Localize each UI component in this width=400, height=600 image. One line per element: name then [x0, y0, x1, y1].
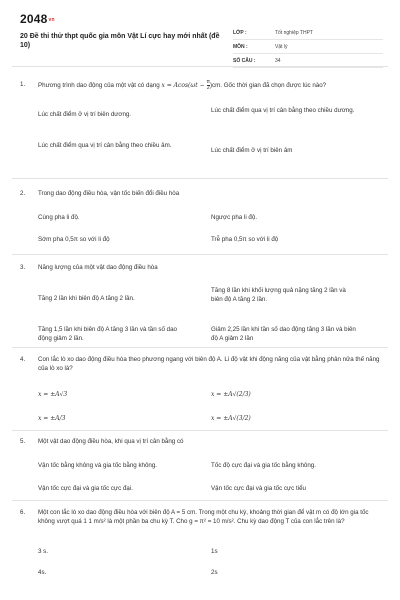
divider: [12, 500, 388, 501]
divider: [12, 66, 388, 67]
answer-option[interactable]: 2s: [211, 569, 218, 576]
answer-option[interactable]: 4s.: [38, 569, 47, 576]
answer-option[interactable]: Vận tốc cực đại và gia tốc cực đại.: [38, 485, 133, 492]
exam-header: [20, 12, 382, 64]
answer-option[interactable]: Cùng pha li độ.: [38, 214, 80, 221]
answer-option[interactable]: Vận tốc bằng không và gia tốc bằng không.: [38, 462, 158, 469]
divider: [12, 347, 388, 348]
answer-option[interactable]: Tăng 1,5 lần khi biên độ A tăng 3 lần và tần số dao động giảm 2 lần.: [38, 326, 177, 342]
answer-option[interactable]: 3 s.: [38, 548, 48, 555]
answer-option[interactable]: x = ±A√(3/2): [211, 415, 251, 422]
question-4: 4. Con lắc lò xo dao động điều hòa theo phương ngang với biên độ A. Li độ vật khi động năng của vật bằng phân nửa thế năng của lò xo là? x = ±A√3 x = ±A√(2/3) x = ±A/3 x = ±A√(3/2): [20, 355, 382, 436]
answer-option[interactable]: Tăng 8 lần khi khối lượng quả nặng tăng 2 lần và biên độ A tăng 2 lần.: [211, 287, 346, 303]
meta-row-class: LỚP : Tốt nghiệp THPT: [233, 26, 383, 40]
answer-option[interactable]: x = ±A/3: [38, 415, 66, 422]
meta-row-count: SỐ CÂU : 34: [233, 54, 383, 68]
divider: [12, 430, 388, 431]
question-text: Năng lượng của một vật dao động điều hòa: [38, 264, 158, 271]
answer-option[interactable]: Vận tốc cực đại và gia tốc cực tiểu: [211, 485, 306, 492]
answer-option[interactable]: Lúc chất điểm ở vị trí biên âm: [211, 147, 293, 154]
answer-option[interactable]: Lúc chất điểm qua vị trí cân bằng theo chiều dương.: [211, 107, 355, 114]
answer-option[interactable]: Giảm 2,25 lần khi tần số dao động tăng 3 lần và biên độ A giảm 2 lần: [211, 326, 356, 342]
meta-row-subject: MÔN : Vật lý: [233, 40, 383, 54]
answer-option[interactable]: Tăng 2 lần khi biên độ A tăng 2 lần.: [38, 295, 135, 302]
answer-option[interactable]: Ngược pha li độ.: [211, 214, 258, 221]
question-6: 6. Một con lắc lò xo dao động điều hòa với biên độ A = 5 cm. Trong một chu kỳ, khoảng thời gian để vật m có độ lớn gia tốc không vượt quá 1 1 m/s² là một phần ba chu kỳ T. Cho g = π² = 10 m/s². Chu kỳ dao động T của con lắc trên là? 3 s. 1s 4s. 2s: [20, 508, 382, 587]
question-2: 2. Trong dao động điều hòa, vận tốc biến đổi điều hòa Cùng pha li độ. Ngược pha li độ. Sớm pha 0,5π so với li độ Trễ pha 0,5π so với li độ: [20, 189, 382, 249]
divider: [12, 254, 388, 255]
question-text: Một con lắc lò xo dao động điều hòa với biên độ A = 5 cm. Trong một chu kỳ, khoảng thời gian để vật m có độ lớn gia tốc không vượt quá 1 1 m/s² là một phần ba chu kỳ T. Cho g = π² = 10 m/s². Chu kỳ dao động T của con lắc trên là?: [38, 509, 369, 525]
answer-option[interactable]: x = ±A√3: [38, 391, 68, 398]
answer-option[interactable]: Lúc chất điểm ở vị trí biên dương.: [38, 111, 132, 118]
answer-option[interactable]: x = ±A√(2/3): [211, 391, 251, 398]
exam-meta: [233, 26, 383, 68]
question-text: Trong dao động điều hòa, vận tốc biến đổi điều hòa: [38, 190, 180, 197]
question-text: Con lắc lò xo dao động điều hòa theo phương ngang với biên độ A. Li độ vật khi động năng của vật bằng phân nửa thế năng của lò xo là?: [38, 356, 380, 372]
answer-option[interactable]: Lúc chất điểm qua vị trí cân bằng theo chiều âm.: [38, 142, 172, 149]
question-text: Phương trình dao động của một vật có dạng x = Acos(ωt − $\frac{\pi}{2}$ )cm. Gốc thời gian đã chọn được lúc nào?: [38, 79, 327, 91]
exam-title: 20 Đề thi thử thpt quốc gia môn Vật Lí cực hay mới nhất (đề 10): [20, 33, 220, 49]
answer-option[interactable]: Sớm pha 0,5π so với li độ: [38, 236, 110, 243]
answer-option[interactable]: Trễ pha 0,5π so với li độ: [211, 236, 279, 243]
question-1: 1. Phương trình dao động của một vật có dạng x = Acos(ωt − $\frac{\pi}{2}$ )cm. Gốc thời gian đã chọn được lúc nào? Lúc chất điểm ở vị trí biên dương. Lúc chất điểm qua vị trí cân bằng theo chiều dương. Lúc chất điểm qua vị trí cân bằng theo chiều âm. Lúc chất điểm ở vị trí biên âm: [20, 80, 382, 160]
answer-option[interactable]: 1s: [211, 548, 218, 555]
answer-option[interactable]: Tốc độ cực đại và gia tốc bằng không.: [211, 462, 316, 469]
question-3: 3. Năng lượng của một vật dao động điều hòa Tăng 2 lần khi biên độ A tăng 2 lần. Tăng 8 lần khi khối lượng quả nặng tăng 2 lần và biên độ A tăng 2 lần. Tăng 1,5 lần khi biên độ A tăng 3 lần và tần số dao động giảm 2 lần. Giảm 2,25 lần khi tần số dao động tăng 3 lần và biên độ A giảm 2 lần: [20, 263, 382, 353]
divider: [12, 178, 388, 179]
question-5: 5. Một vật dao động điều hòa, khi qua vị trí cân bằng có Vận tốc bằng không và gia tốc bằng không. Tốc độ cực đại và gia tốc bằng không. Vận tốc cực đại và gia tốc cực đại. Vận tốc cực đại và gia tốc cực tiểu: [20, 437, 382, 497]
site-logo[interactable]: 2048vn: [20, 12, 55, 26]
question-text: Một vật dao động điều hòa, khi qua vị trí cân bằng có: [38, 438, 184, 445]
